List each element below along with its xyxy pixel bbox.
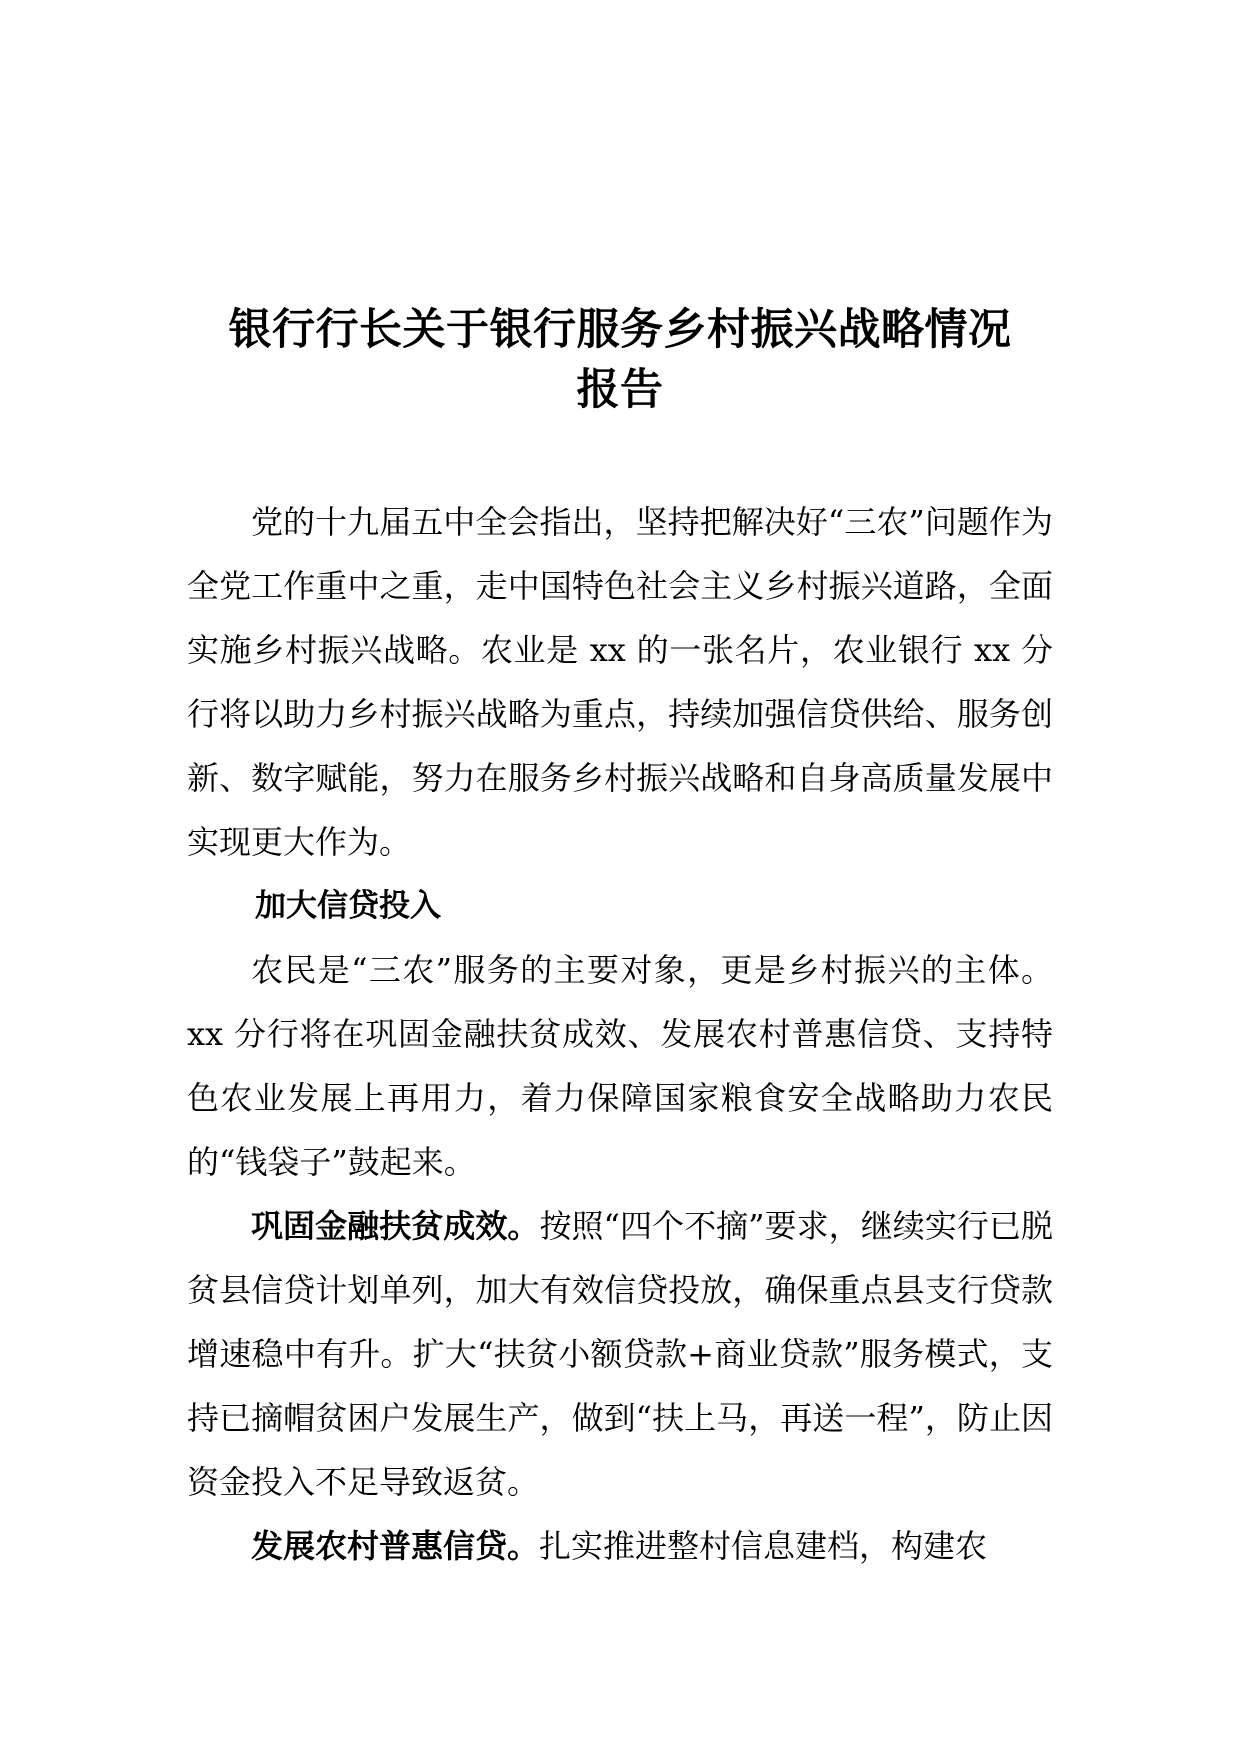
title-line-2: 报告 (576, 365, 664, 415)
title-line-1: 银行行长关于银行服务乡村振兴战略情况 (228, 305, 1012, 355)
document-body (187, 490, 1053, 1578)
item-paragraph-1 (187, 1194, 1053, 1514)
item-text-2: 扎实推进整村信息建档，构建农 (539, 1527, 988, 1565)
item-lead-2: 发展农村普惠信贷。 (251, 1527, 540, 1565)
document-title (180, 300, 1060, 420)
intro-paragraph: 党的十九届五中全会指出，坚持把解决好“三农”问题作为全党工作重中之重，走中国特色社会主义乡村振兴道路，全面实施乡村振兴战略。农业是 xx 的一张名片，农业银行 xx 分行将以助力乡村振兴战略为重点，持续加强信贷供给、服务创新、数字赋能，努力在服务乡村振兴战略和自身高质量发展中实现更大作为。 (187, 503, 1053, 861)
item-text-1: 按照“四个不摘”要求，继续实行已脱贫县信贷计划单列，加大有效信贷投放，确保重点县支行贷款增速稳中有升。扩大“扶贫小额贷款+商业贷款”服务模式，支持已摘帽贫困户发展生产，做到“扶上马，再送一程”，防止因资金投入不足导致返贫。 (187, 1207, 1053, 1501)
item-paragraph-2 (187, 1514, 1053, 1578)
section-heading: 加大信贷投入 (255, 888, 441, 924)
item-lead-1: 巩固金融扶贫成效。 (251, 1207, 540, 1245)
section-paragraph: 农民是“三农”服务的主要对象，更是乡村振兴的主体。xx 分行将在巩固金融扶贫成效、发展农村普惠信贷、支持特色农业发展上再用力，着力保障国家粮食安全战略助力农民的“钱袋子”鼓起来。 (187, 951, 1053, 1181)
